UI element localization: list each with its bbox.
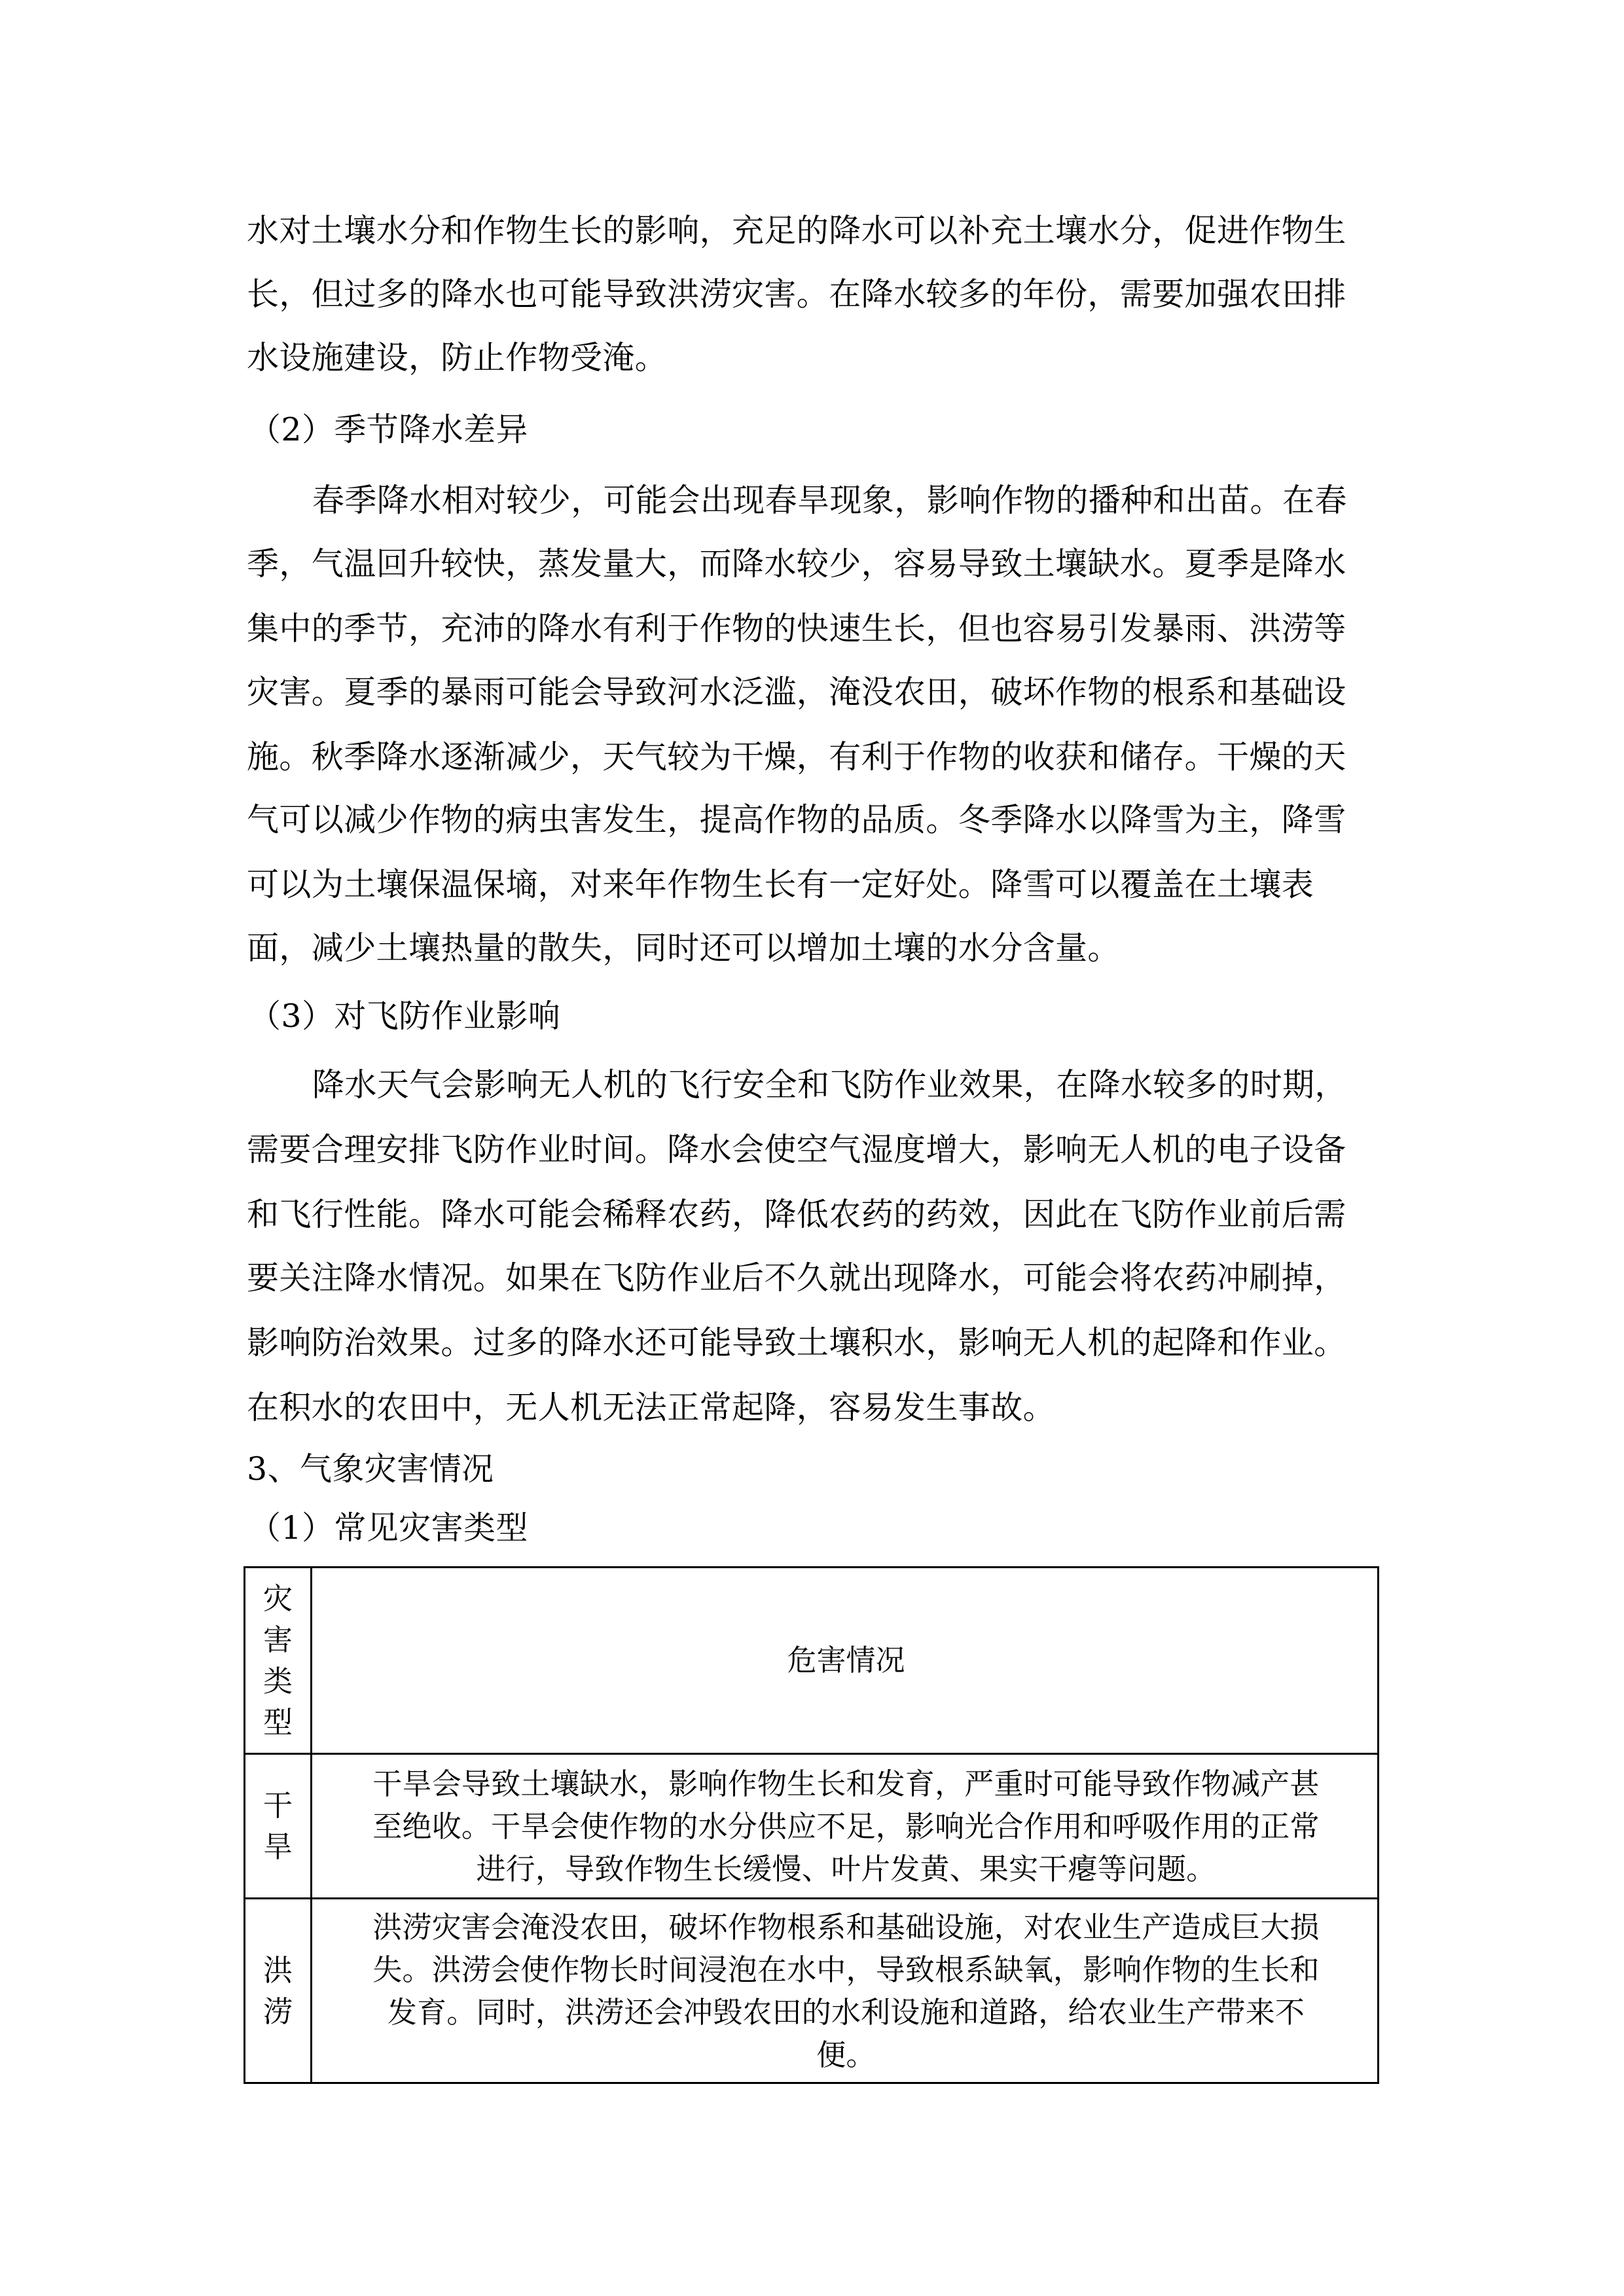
body-text-line: 水设施建设，防止作物受淹。 — [247, 339, 668, 376]
description-line: 洪涝灾害会淹没农田，破坏作物根系和基础设施，对农业生产造成巨大损 — [372, 1909, 1320, 1945]
cell-description-drought — [312, 1755, 1377, 1897]
header-label: 危害情况 — [787, 1643, 905, 1677]
body-text-line: 影响防治效果。过多的降水还可能导致土壤积水，影响无人机的起降和作业。 — [247, 1324, 1346, 1361]
description-line: 进行，导致作物生长缓慢、叶片发黄、果实干瘪等问题。 — [476, 1851, 1216, 1886]
header-char: 类 — [262, 1664, 293, 1698]
body-text-line: 灾害。夏季的暴雨可能会导致河水泛滥，淹没农田，破坏作物的根系和基础设 — [247, 673, 1346, 711]
table-row — [245, 1755, 1377, 1899]
body-text-line: 降水天气会影响无人机的飞行安全和飞防作业效果，在降水较多的时期， — [312, 1066, 1347, 1103]
type-char: 洪 — [262, 1952, 293, 1988]
description-line: 至绝收。干旱会使作物的水分供应不足，影响光合作用和呼吸作用的正常 — [372, 1808, 1320, 1844]
header-cell-hazard-description — [312, 1568, 1377, 1753]
body-text-line: 可以为土壤保温保墒，对来年作物生长有一定好处。降雪可以覆盖在土壤表 — [247, 866, 1314, 903]
body-text-line: 面，减少土壤热量的散失，同时还可以增加土壤的水分含量。 — [247, 929, 1120, 967]
body-text-line: 施。秋季降水逐渐减少，天气较为干燥，有利于作物的收获和储存。干燥的天 — [247, 738, 1346, 776]
type-char: 干 — [262, 1788, 293, 1823]
header-char: 灾 — [262, 1581, 293, 1616]
description-line: 失。洪涝会使作物长时间浸泡在水中，导致根系缺氧，影响作物的生长和 — [372, 1952, 1320, 1987]
body-text-line: 需要合理安排飞防作业时间。降水会使空气湿度增大，影响无人机的电子设备 — [247, 1131, 1346, 1168]
type-char: 旱 — [262, 1829, 293, 1864]
description-line: 发育。同时，洪涝还会冲毁农田的水利设施和道路，给农业生产带来不 — [387, 1994, 1305, 2030]
cell-disaster-type-flood — [245, 1899, 312, 2082]
body-text-line: 气可以减少作物的病虫害发生，提高作物的品质。冬季降水以降雪为主，降雪 — [247, 801, 1346, 838]
table-row — [245, 1899, 1377, 2082]
body-text-line: 水对土壤水分和作物生长的影响，充足的降水可以补充土壤水分，促进作物生 — [247, 212, 1346, 249]
description-line: 干旱会导致土壤缺水，影响作物生长和发育，严重时可能导致作物减产甚 — [372, 1766, 1320, 1801]
description-line: 便。 — [816, 2037, 876, 2072]
body-text-line: 春季降水相对较少，可能会出现春旱现象，影响作物的播种和出苗。在春 — [312, 482, 1347, 519]
disaster-types-table — [244, 1566, 1379, 2084]
chapter-heading-weather-disasters: 3、气象灾害情况 — [247, 1450, 494, 1488]
header-cell-disaster-type — [245, 1568, 312, 1753]
header-char: 害 — [262, 1623, 293, 1657]
section-heading-drone-operations: （3）对飞防作业影响 — [249, 997, 561, 1035]
section-heading-seasonal-precipitation: （2）季节降水差异 — [249, 411, 528, 448]
body-text-line: 季，气温回升较快，蒸发量大，而降水较少，容易导致土壤缺水。夏季是降水 — [247, 545, 1346, 583]
header-char: 型 — [262, 1705, 293, 1740]
body-text-line: 长，但过多的降水也可能导致洪涝灾害。在降水较多的年份，需要加强农田排 — [247, 276, 1346, 313]
body-text-line: 在积水的农田中，无人机无法正常起降，容易发生事故。 — [247, 1389, 1056, 1426]
body-text-line: 要关注降水情况。如果在飞防作业后不久就出现降水，可能会将农药冲刷掉， — [247, 1259, 1346, 1297]
cell-description-flood — [312, 1899, 1377, 2082]
cell-disaster-type-drought — [245, 1755, 312, 1897]
body-text-line: 集中的季节，充沛的降水有利于作物的快速生长，但也容易引发暴雨、洪涝等 — [247, 610, 1346, 647]
type-char: 涝 — [262, 1994, 293, 2029]
body-text-line: 和飞行性能。降水可能会稀释农药，降低农药的药效，因此在飞防作业前后需 — [247, 1196, 1346, 1233]
section-heading-disaster-types: （1）常见灾害类型 — [249, 1509, 528, 1547]
table-header-row — [245, 1568, 1377, 1755]
